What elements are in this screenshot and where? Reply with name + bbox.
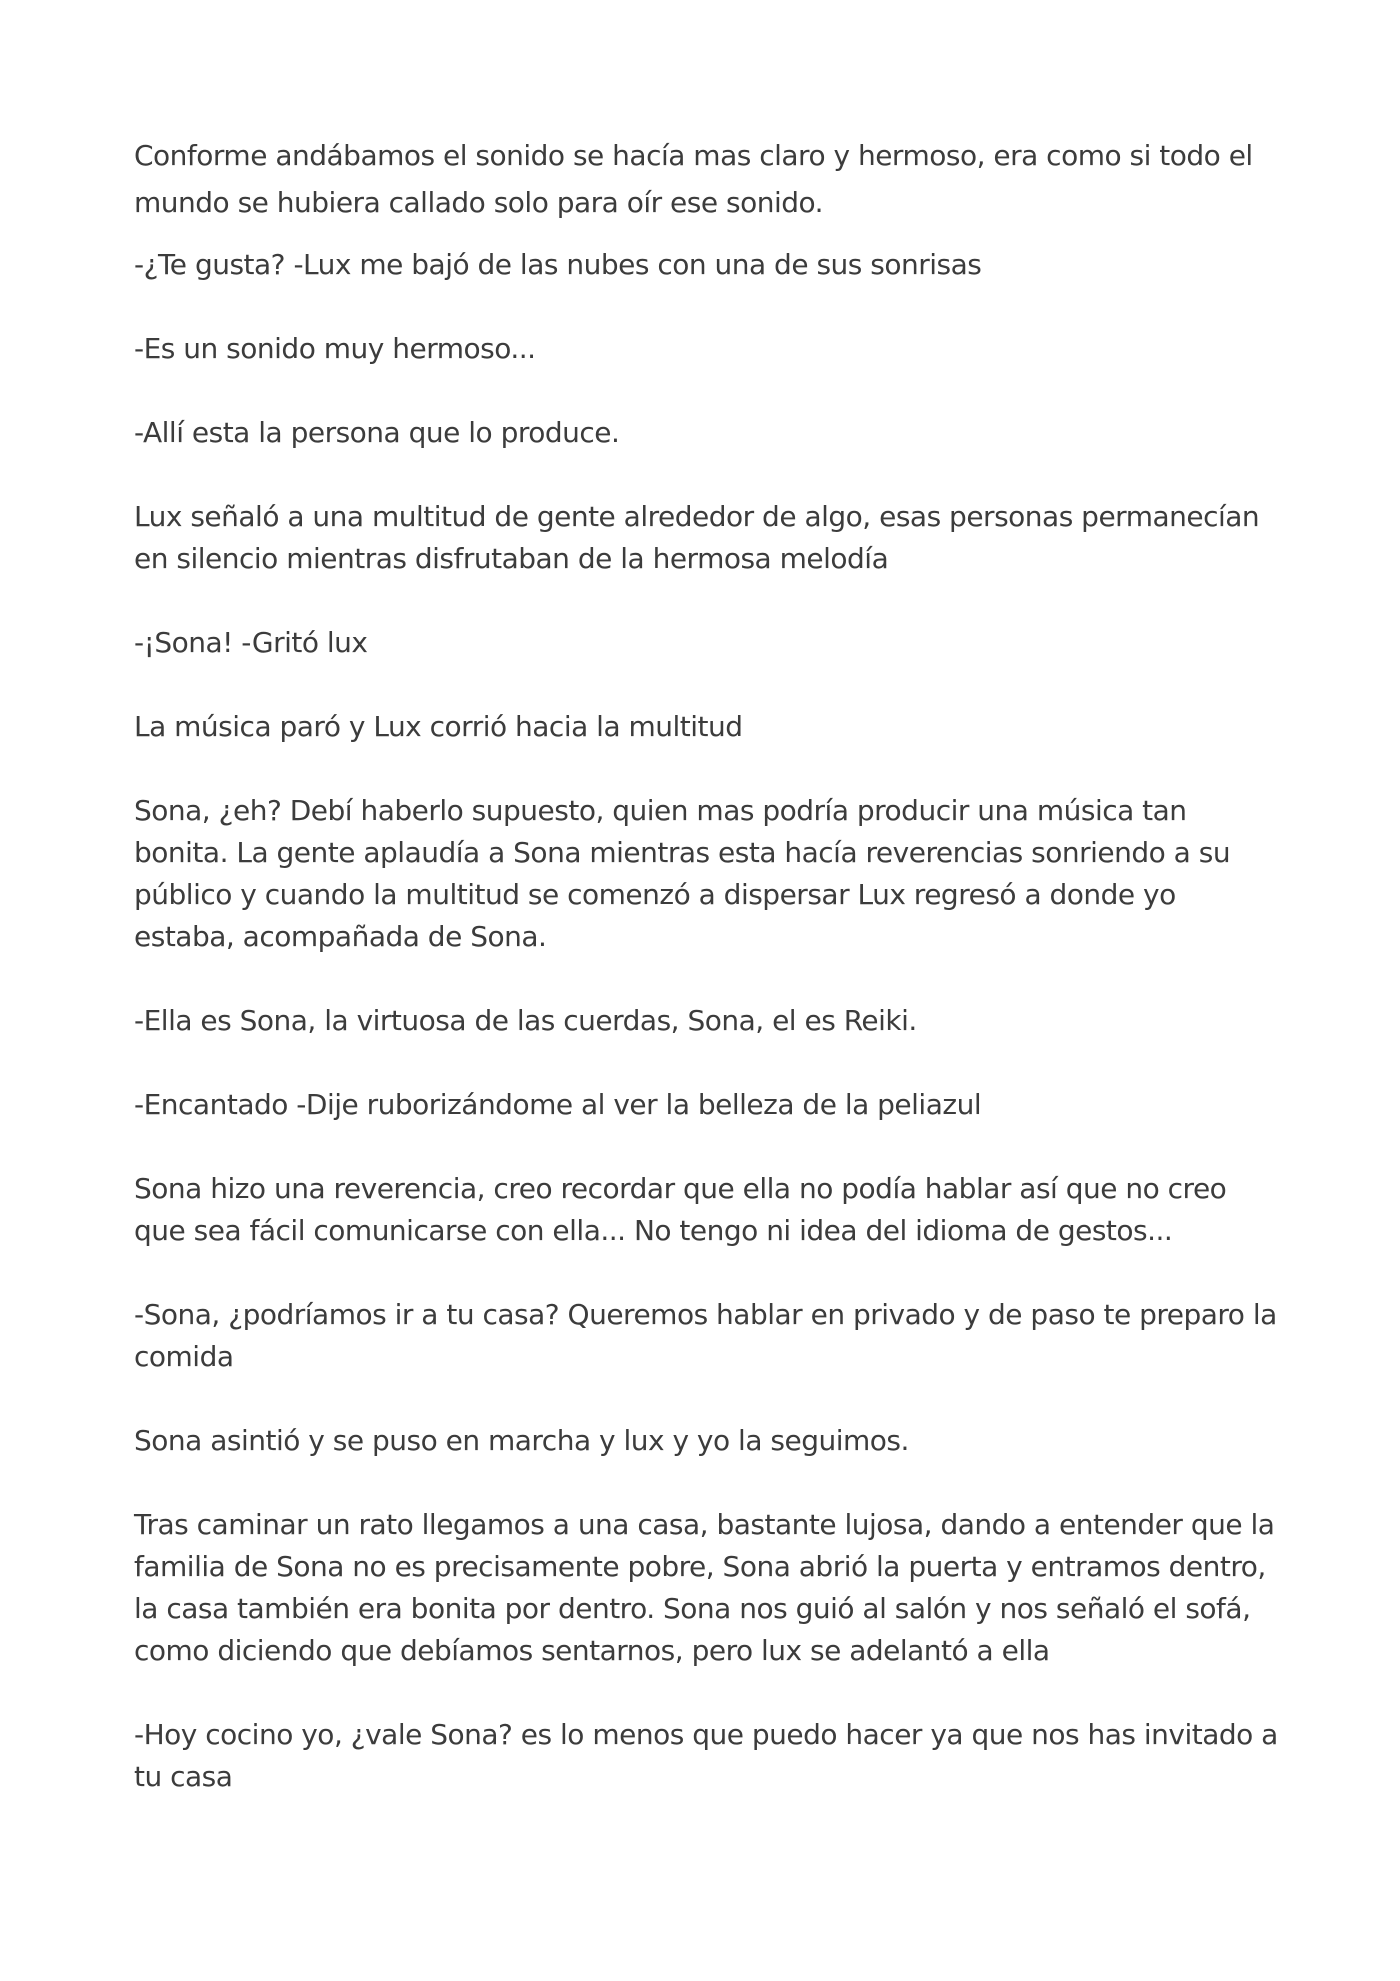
- paragraph-4: -Allí esta la persona que lo produce.: [134, 416, 620, 449]
- paragraph-9: -Ella es Sona, la virtuosa de las cuerdas, Sona, el es Reiki.: [134, 1004, 917, 1037]
- paragraph-1: Conforme andábamos el sonido se hacía mas claro y hermoso, era como si todo el mundo se hubiera callado solo para oír ese sonido.: [134, 139, 1253, 219]
- paragraph-10: -Encantado -Dije ruborizándome al ver la belleza de la peliazul: [134, 1088, 982, 1121]
- paragraph-11: Sona hizo una reverencia, creo recordar que ella no podía hablar así que no creo que sea fácil comunicarse con ella... No tengo ni idea del idioma de gestos...: [134, 1172, 1227, 1247]
- paragraph-13: Sona asintió y se puso en marcha y lux y yo la seguimos.: [134, 1424, 909, 1457]
- paragraph-6: -¡Sona! -Gritó lux: [134, 626, 368, 659]
- paragraph-8: Sona, ¿eh? Debí haberlo supuesto, quien mas podría producir una música tan bonita. La gente aplaudía a Sona mientras esta hacía reverencias sonriendo a su público y cuando la multitud se comenzó a dispersar Lux regresó a donde yo estaba, acompañada de Sona.: [134, 794, 1231, 953]
- paragraph-14: Tras caminar un rato llegamos a una casa, bastante lujosa, dando a entender que la familia de Sona no es precisamente pobre, Sona abrió la puerta y entramos dentro, la casa también era bonita por dentro. Sona nos guió al salón y nos señaló el sofá, como diciendo que debíamos sentarnos, pero lux se adelantó a ella: [134, 1508, 1275, 1667]
- paragraph-2: -¿Te gusta? -Lux me bajó de las nubes con una de sus sonrisas: [134, 248, 982, 281]
- paragraph-7: La música paró y Lux corrió hacia la multitud: [134, 710, 743, 743]
- paragraph-15: -Hoy cocino yo, ¿vale Sona? es lo menos que puedo hacer ya que nos has invitado a tu casa: [134, 1718, 1278, 1793]
- paragraph-5: Lux señaló a una multitud de gente alrededor de algo, esas personas permanecían en silencio mientras disfrutaban de la hermosa melodía: [134, 500, 1260, 575]
- paragraph-12: -Sona, ¿podríamos ir a tu casa? Queremos hablar en privado y de paso te preparo la comida: [134, 1298, 1277, 1373]
- paragraph-3: -Es un sonido muy hermoso...: [134, 332, 536, 365]
- document-page: [134, 132, 1284, 1840]
